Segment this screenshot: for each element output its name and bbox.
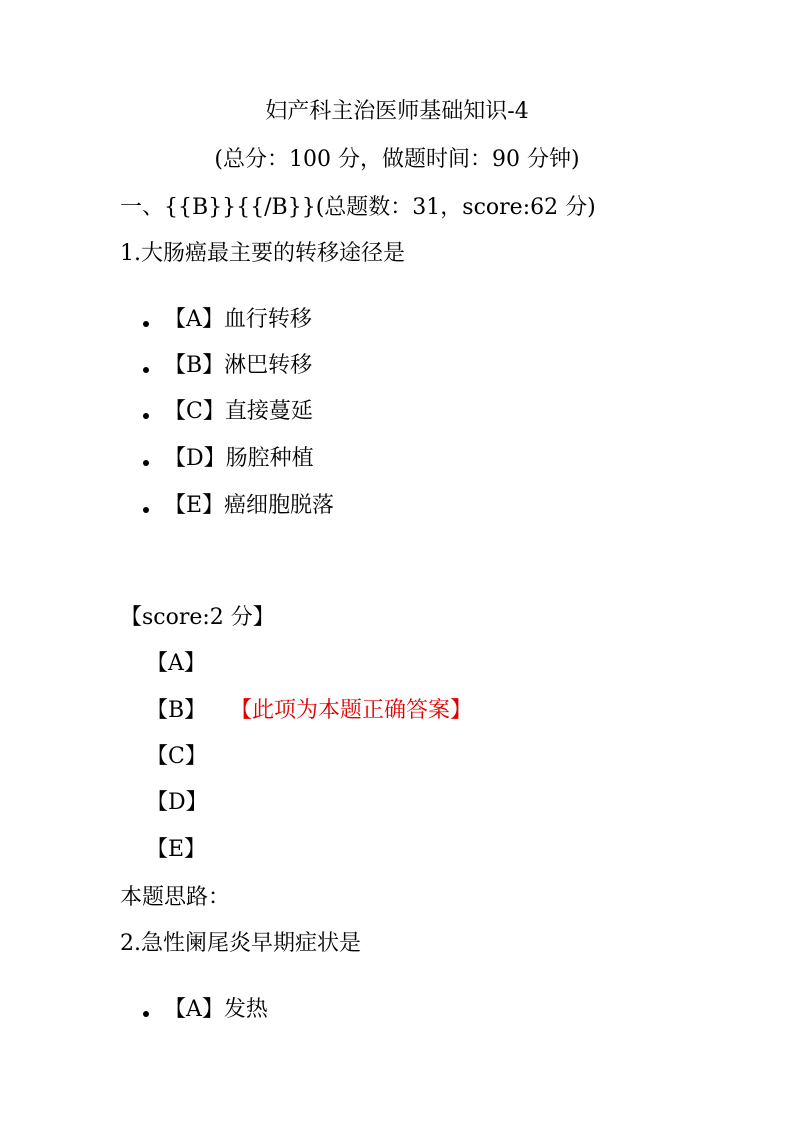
- answer-key: 【E】: [146, 837, 207, 862]
- bullet-icon: [143, 507, 149, 513]
- answer-key: 【D】: [146, 790, 208, 815]
- option-item: 【A】发热: [164, 997, 268, 1022]
- question-stem: 2.急性阑尾炎早期症状是: [120, 931, 361, 956]
- bullet-icon: [143, 413, 149, 419]
- bullet-icon: [143, 460, 149, 466]
- document-title: 妇产科主治医师基础知识-4: [265, 99, 529, 124]
- section-heading: 一、{{B}}{{/B}}(总题数：31，score:62 分): [120, 195, 596, 220]
- correct-answer-marker: 【此项为本题正确答案】: [230, 698, 473, 723]
- option-item: 【D】肠腔种植: [164, 446, 314, 471]
- option-item: 【B】淋巴转移: [164, 353, 313, 378]
- option-item: 【E】癌细胞脱落: [164, 493, 335, 518]
- explanation-label: 本题思路：: [120, 885, 231, 910]
- document-subtitle: (总分：100 分，做题时间：90 分钟): [214, 147, 580, 172]
- answer-key: 【A】: [146, 651, 206, 676]
- question-stem: 1.大肠癌最主要的转移途径是: [120, 241, 405, 266]
- bullet-icon: [143, 1011, 149, 1017]
- bullet-icon: [143, 321, 149, 327]
- bullet-icon: [143, 367, 149, 373]
- option-item: 【C】直接蔓延: [164, 399, 313, 424]
- answer-key: 【C】: [146, 744, 207, 769]
- option-item: 【A】血行转移: [164, 307, 312, 332]
- answer-key: 【B】: [146, 698, 207, 723]
- question-score: 【score:2 分】: [120, 605, 275, 630]
